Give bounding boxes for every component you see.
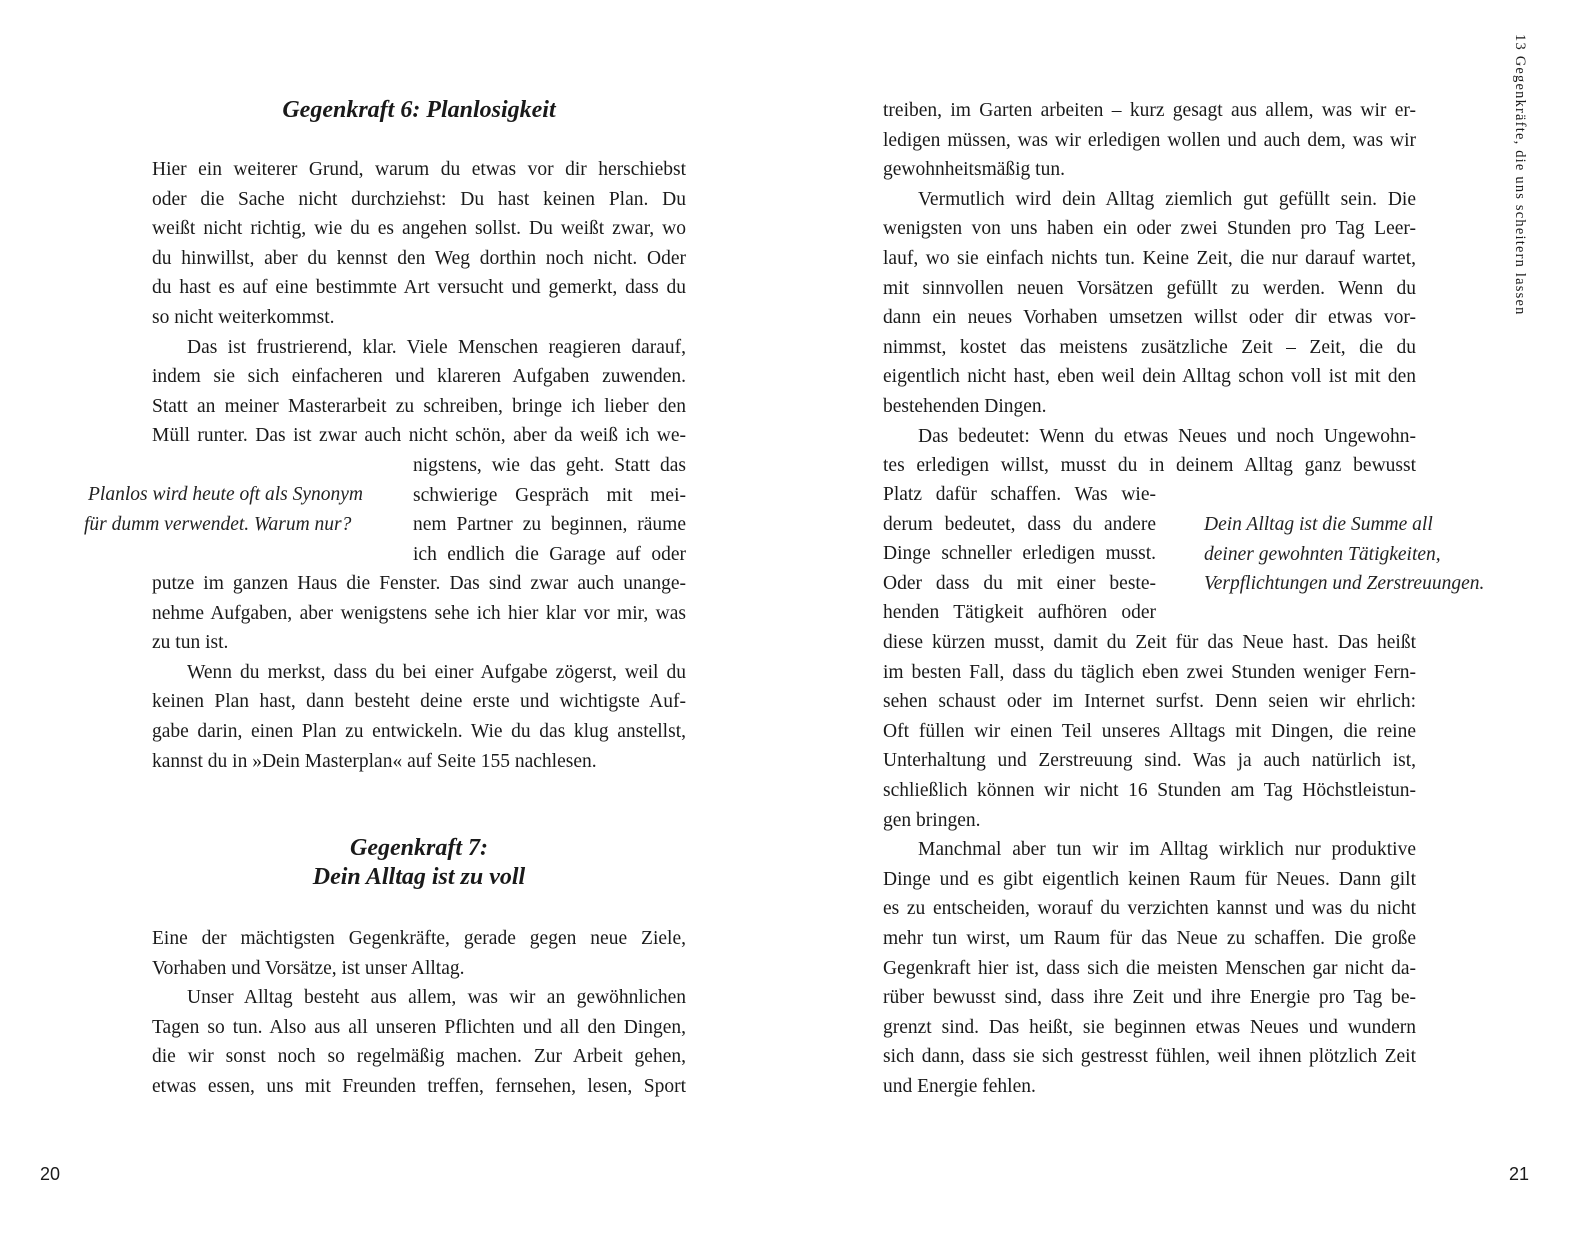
text-line: mehr tun wirst, um Raum für das Neue zu schaffen. Die große	[883, 928, 1416, 949]
text-line: nigstens, wie das geht. Statt das	[413, 455, 686, 476]
text-line: oder die Sache nicht durchziehst: Du hast keinen Plan. Du	[152, 188, 686, 210]
text-line: etwas essen, uns mit Freunden treffen, fernsehen, lesen, Sport	[152, 1076, 686, 1097]
text-line: schwierige Gespräch mit mei-	[413, 484, 686, 506]
text-line: gabe darin, einen Plan zu entwickeln. Wie du das klug anstellst,	[152, 721, 686, 742]
text-line: mit sinnvollen neuen Vorsätzen gefüllt zu werden. Wenn du	[883, 277, 1416, 299]
text-line: weißt nicht richtig, wie du es angehen sollst. Du weißt zwar, wo	[152, 218, 686, 240]
text-line: schließlich können wir nicht 16 Stunden am Tag Höchstleistun-	[883, 780, 1416, 801]
text-line: keinen Plan hast, dann besteht deine erste und wichtigste Auf-	[152, 691, 686, 713]
text-line: Platz dafür schaffen. Was wie-	[883, 484, 1156, 505]
text-line: Dinge schneller erledigen musst.	[883, 543, 1156, 565]
heading-gegenkraft-7-line-1: Gegenkraft 7:	[350, 835, 488, 861]
text-line: gewohnheitsmäßig tun.	[883, 159, 1065, 181]
text-line: es zu entscheiden, worauf du verzichten kannst und was du nicht	[883, 898, 1416, 920]
page-number-left: 20	[40, 1164, 61, 1184]
text-line: nehme Aufgaben, aber wenigstens sehe ich hier klar vor mir, was	[152, 602, 686, 624]
text-line: indem sie sich einfacheren und klareren Aufgaben zuwenden.	[152, 366, 686, 388]
text-line: sich dann, dass sie sich gestresst fühlen, weil ihnen plötzlich Zeit	[883, 1046, 1416, 1068]
text-line: Manchmal aber tun wir im Alltag wirklich nur produktive	[918, 839, 1416, 861]
text-line: treiben, im Garten arbeiten – kurz gesagt aus allem, was wir er-	[883, 100, 1416, 121]
right-margin-note-line-1: Dein Alltag ist die Summe all	[1204, 514, 1433, 535]
text-line: Oft füllen wir einen Teil unseres Alltags mit Dingen, die reine	[883, 720, 1416, 742]
text-line: sehen schaust oder im Internet surfst. Denn seien wir ehrlich:	[883, 691, 1416, 713]
text-line: eigentlich nicht hast, eben weil dein Alltag schon voll ist mit den	[883, 366, 1416, 388]
text-line: und Energie fehlen.	[883, 1076, 1036, 1097]
text-line: die wir sonst noch so regelmäßig machen. Zur Arbeit gehen,	[152, 1046, 686, 1068]
text-line: nem Partner zu beginnen, räume	[413, 514, 686, 536]
text-line: Gegenkraft hier ist, dass sich die meisten Menschen gar nicht da-	[883, 957, 1416, 979]
text-line: im besten Fall, dass du täglich eben zwei Stunden weniger Fern-	[883, 661, 1416, 683]
text-line: derum bedeutet, dass du andere	[883, 513, 1156, 535]
text-line: bestehenden Dingen.	[883, 396, 1047, 417]
right-page	[797, 0, 1594, 1240]
text-line: gen bringen.	[883, 809, 981, 831]
text-line: du hast es auf eine bestimmte Art versucht und gemerkt, dass du	[152, 277, 686, 299]
text-line: Statt an meiner Masterarbeit zu schreiben, bringe ich lieber den	[152, 395, 686, 417]
text-line: nimmst, kostet das meistens zusätzliche Zeit – Zeit, die du	[883, 336, 1416, 358]
text-line: grenzt sind. Das heißt, sie beginnen etwas Neues und wundern	[883, 1016, 1416, 1038]
running-head: 13 Gegenkräfte, die uns scheitern lassen	[1512, 34, 1528, 316]
text-line: Wenn du merkst, dass du bei einer Aufgabe zögerst, weil du	[187, 661, 686, 683]
left-margin-note-line-1: Planlos wird heute oft als Synonym	[88, 484, 363, 505]
right-margin-note-line-3: Verpflichtungen und Zerstreuungen.	[1204, 573, 1485, 594]
text-line: Vermutlich wird dein Alltag ziemlich gut gefüllt sein. Die	[918, 188, 1416, 210]
text-line: tes erledigen willst, musst du in deinem Alltag ganz bewusst	[883, 455, 1416, 477]
text-line: Eine der mächtigsten Gegenkräfte, gerade gegen neue Ziele,	[152, 928, 686, 949]
text-line: lauf, wo sie einfach nichts tun. Keine Zeit, die nur darauf wartet,	[883, 248, 1416, 269]
heading-gegenkraft-6: Gegenkraft 6: Planlosigkeit	[282, 97, 556, 123]
text-line: zu tun ist.	[152, 632, 229, 654]
text-line: kannst du in »Dein Masterplan« auf Seite 155 nachlesen.	[152, 750, 597, 772]
text-line: Das ist frustrierend, klar. Viele Menschen reagieren darauf,	[187, 336, 686, 358]
text-line: Dinge und es gibt eigentlich keinen Raum für Neues. Dann gilt	[883, 868, 1416, 890]
text-line: wenigsten von uns haben ein oder zwei Stunden pro Tag Leer-	[883, 218, 1416, 240]
text-line: rüber bewusst sind, dass ihre Zeit und ihre Energie pro Tag be-	[883, 987, 1416, 1009]
right-margin-note-line-2: deiner gewohnten Tätigkeiten,	[1204, 544, 1441, 565]
text-line: Das bedeutet: Wenn du etwas Neues und noch Ungewohn-	[918, 425, 1416, 447]
text-line: putze im ganzen Haus die Fenster. Das sind zwar auch unange-	[152, 573, 686, 594]
text-line: Oder dass du mit einer beste-	[883, 572, 1156, 594]
text-line: ledigen müssen, was wir erledigen wollen und auch dem, was wir	[883, 129, 1416, 151]
text-line: Müll runter. Das ist zwar auch nicht schön, aber da weiß ich we-	[152, 425, 686, 447]
heading-gegenkraft-7-line-2: Dein Alltag ist zu voll	[312, 864, 526, 890]
text-line: du hinwillst, aber du kennst den Weg dorthin noch nicht. Oder	[152, 247, 686, 269]
text-line: Vorhaben und Vorsätze, ist unser Alltag.	[152, 957, 465, 979]
page-number-right: 21	[1509, 1164, 1530, 1184]
text-line: ich endlich die Garage auf oder	[413, 543, 686, 565]
text-line: Hier ein weiterer Grund, warum du etwas vor dir herschiebst	[152, 159, 686, 180]
text-line: Tagen so tun. Also aus all unseren Pflichten und all den Dingen,	[152, 1016, 686, 1038]
left-margin-note-line-2: für dumm verwendet. Warum nur?	[84, 514, 352, 535]
text-line: dann ein neues Vorhaben umsetzen willst oder dir etwas vor-	[883, 307, 1416, 329]
text-line: henden Tätigkeit aufhören oder	[883, 602, 1156, 624]
text-line: so nicht weiterkommst.	[152, 307, 335, 328]
text-line: Unser Alltag besteht aus allem, was wir an gewöhnlichen	[187, 987, 686, 1009]
text-line: diese kürzen musst, damit du Zeit für das Neue hast. Das heißt	[883, 632, 1416, 653]
text-line: Unterhaltung und Zerstreuung sind. Was ja auch natürlich ist,	[883, 750, 1416, 772]
